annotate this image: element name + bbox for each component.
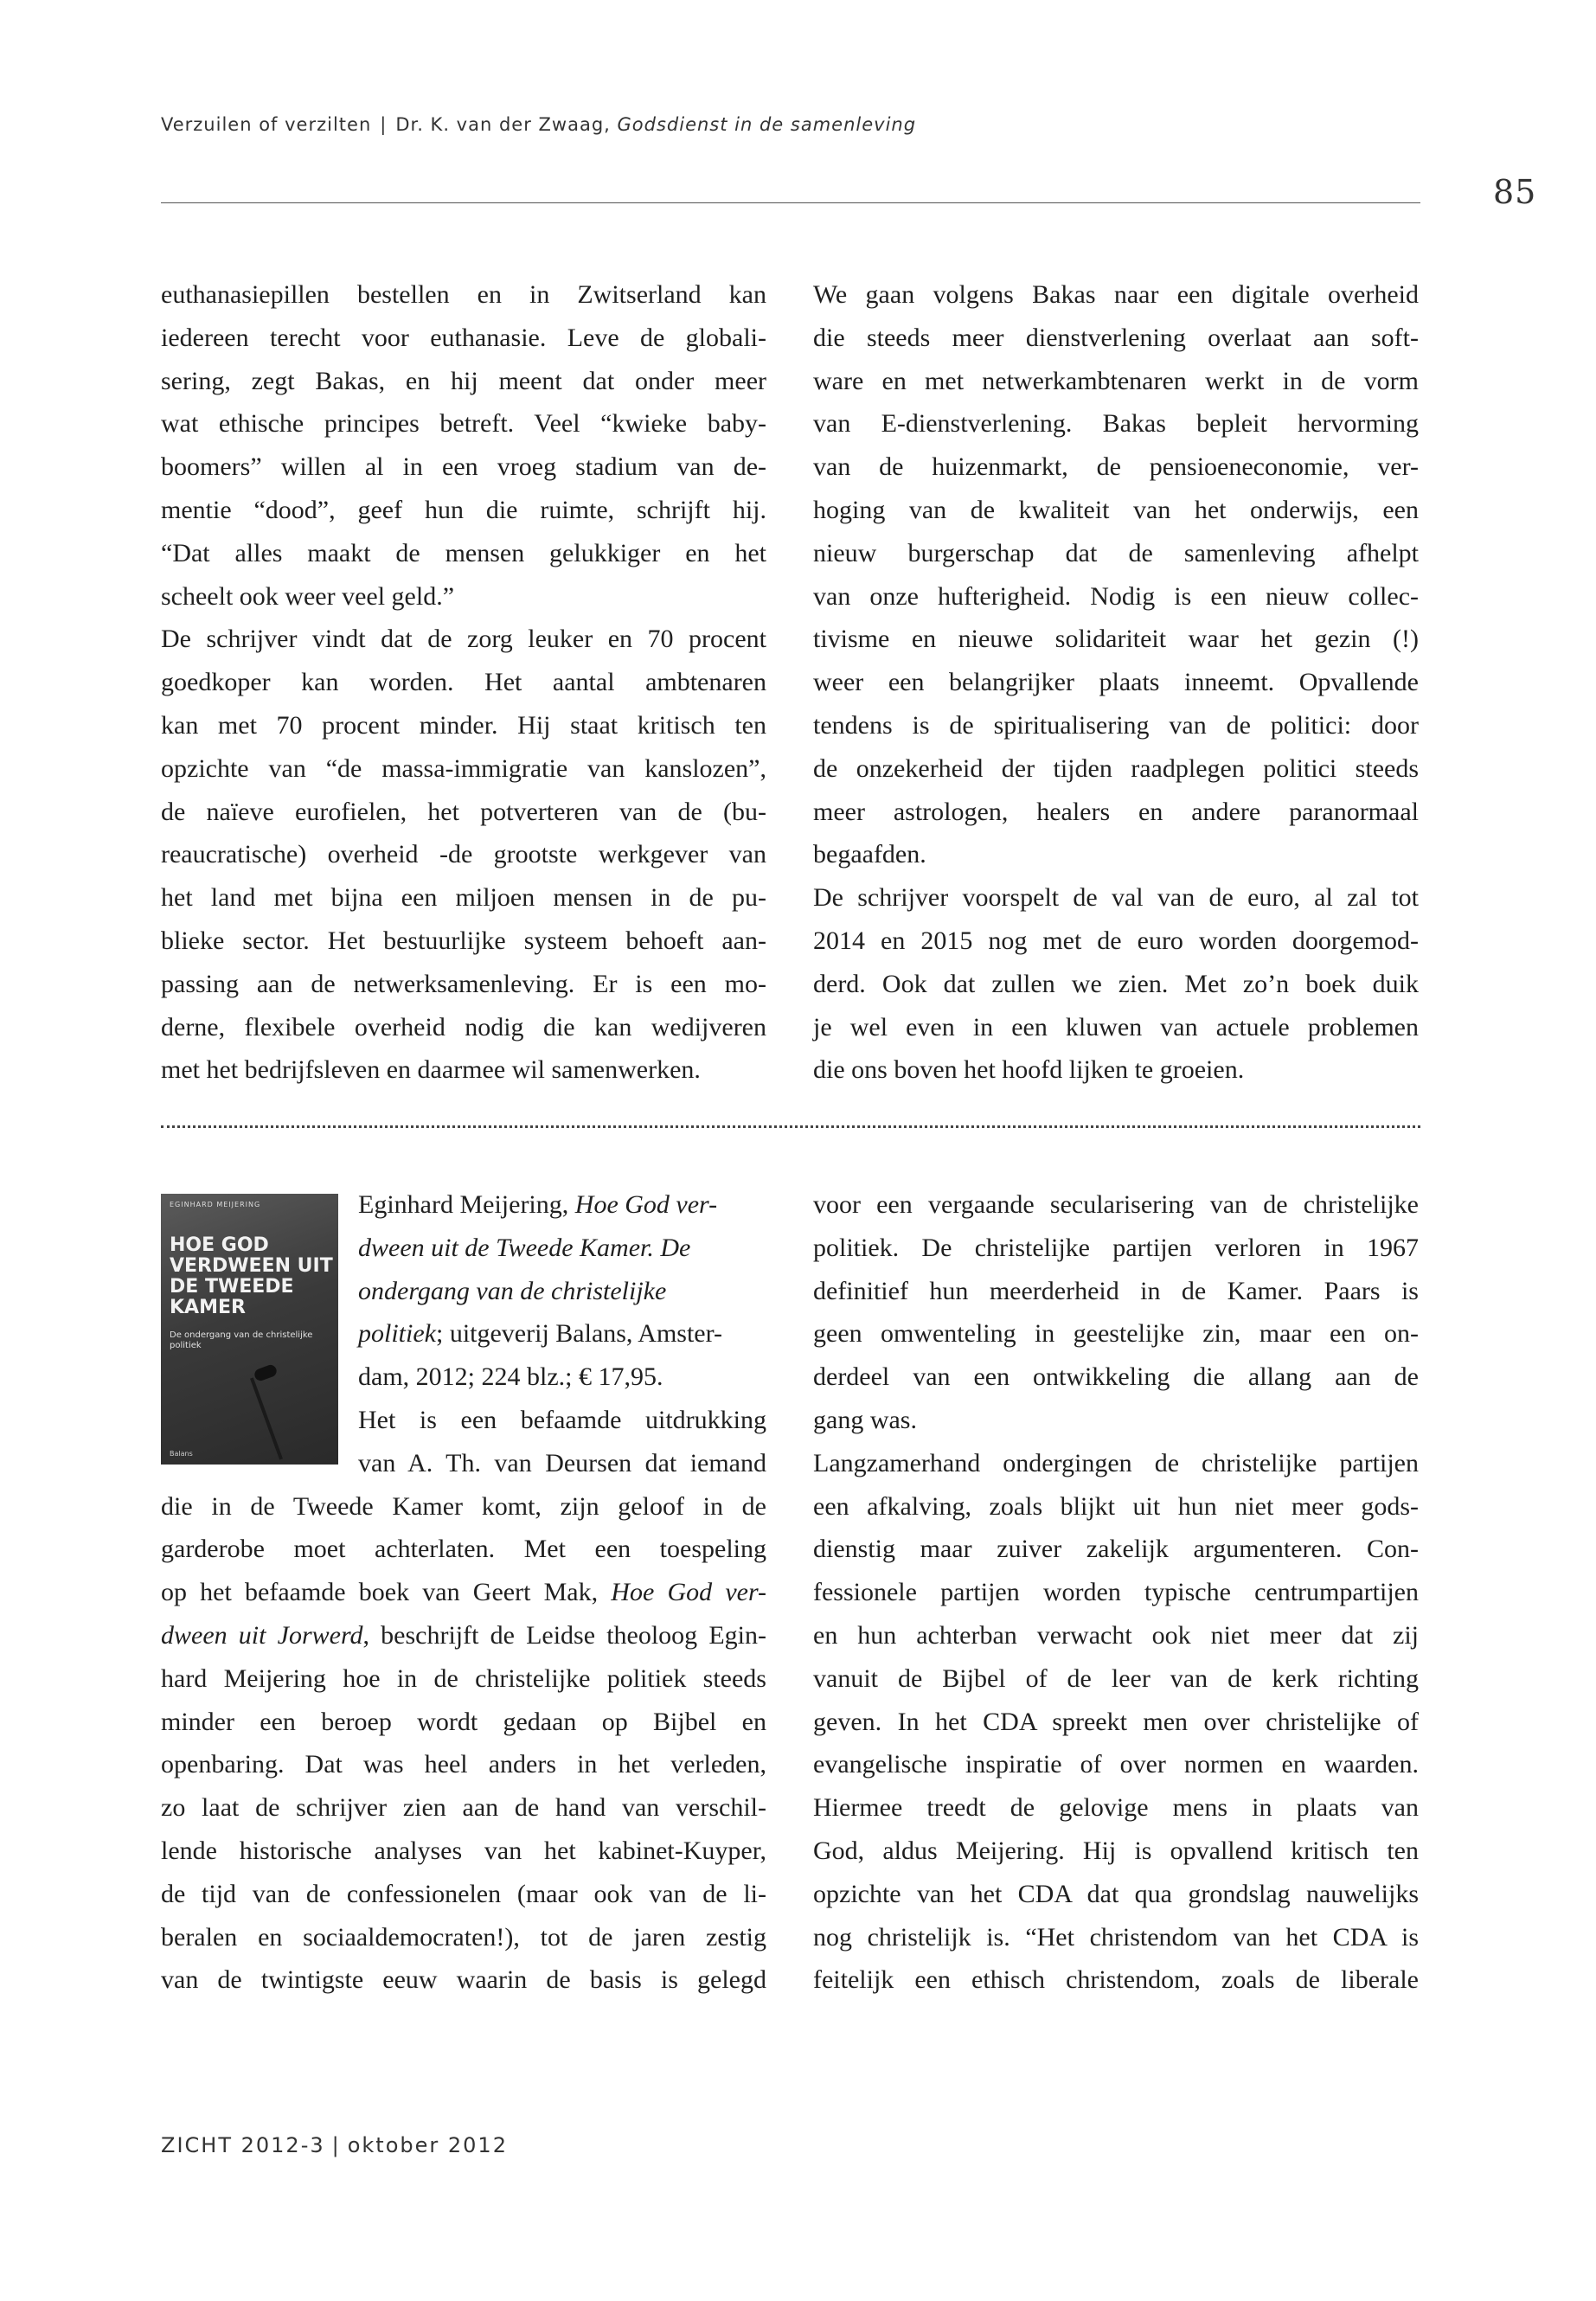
text-line: op het befaamde boek van Geert Mak, Hoe God ver- [161,1578,767,1607]
text-line: beralen en sociaaldemocraten!), tot de jaren zestig [161,1922,766,1952]
review-book-title: Hoe God ver- [574,1190,718,1219]
text-line: de tijd van de confessionelen (maar ook van de li- [161,1879,766,1908]
text-line: wat ethische principes betreft. Veel “kwieke baby- [161,409,766,439]
running-head-separator: | [380,114,388,135]
text-line: mentie “dood”, geef hun die ruimte, schrijft hij. [161,495,766,524]
text-line: Langzamerhand ondergingen de christelijke partijen [813,1448,1419,1477]
page-number: 85 [1493,173,1537,211]
text-line: derne, flexibele overheid nodig die kan wedijveren [161,1012,766,1042]
text-line: kan met 70 procent minder. Hij staat kritisch ten [161,710,766,740]
text-line: nog christelijk is. “Het christendom van het CDA is [813,1922,1419,1952]
text-line: opzichte van “de massa-immigratie van kanslozen”, [161,753,766,783]
text-line: tivisme en nieuwe solidariteit waar het gezin (!) [813,625,1419,654]
text-line: We gaan volgens Bakas naar een digitale overheid [813,280,1419,309]
text-line: je wel even in een kluwen van actuele problemen [813,1012,1419,1042]
text-line: politiek. De christelijke partijen verloren in 1967 [813,1233,1419,1262]
text-line: tendens is de spiritualisering van de politici: door [813,710,1419,740]
book-cover-author: EGINHARD MEIJERING [170,1201,261,1208]
text-line: een afkalving, zoals blijkt uit hun niet meer gods- [813,1491,1419,1521]
footer-separator: | [331,2133,341,2157]
footer-journal: ZICHT 2012-3 [161,2133,325,2157]
text-line: derdeel van een ontwikkeling die allang aan de [813,1362,1419,1392]
text-line: van A. Th. van Deursen dat iemand [358,1448,766,1477]
text-line: van de huizenmarkt, de pensioeneconomie, ver- [813,452,1419,482]
text-line: goedkoper kan worden. Het aantal ambtenaren [161,668,766,697]
text-line: lende historische analyses van het kabinet-Kuyper, [161,1836,766,1865]
text-line: opzichte van het CDA dat qua grondslag nauwelijks [813,1879,1419,1908]
review-column-left [161,1183,766,2002]
text-line: van de twintigste eeuw waarin de basis is gelegd [161,1965,766,1995]
text-line: minder een beroep wordt gedaan op Bijbel en [161,1707,766,1736]
text-line: het land met bijna een miljoen mensen in de pu- [161,883,766,913]
text-line: fessionele partijen worden typische centrumpartijen [813,1578,1419,1607]
text-line: gang was. [813,1405,917,1434]
text-line: en hun achterban verwacht ook niet meer dat zij [813,1620,1419,1650]
text-line: zo laat de schrijver zien aan de hand van verschil- [161,1793,766,1823]
text-line: meer astrologen, healers en andere paranormaal [813,797,1419,826]
text-line: iedereen terecht voor euthanasie. Leve de globali- [161,323,766,352]
text-line: De schrijver voorspelt de val van de euro, al zal tot [813,883,1419,913]
running-head-section: Verzuilen of verzilten [161,114,372,135]
text-line: van E-dienstverlening. Bakas bepleit hervorming [813,409,1419,439]
text-line: feitelijk een ethisch christendom, zoals de liberale [813,1965,1419,1995]
text-line: passing aan de netwerksamenleving. Er is een mo- [161,969,766,998]
review-citation-line: politiek; uitgeverij Balans, Amster- [358,1319,722,1349]
text-line: die in de Tweede Kamer komt, zijn geloof in de [161,1491,766,1521]
text-line: van onze hufterigheid. Nodig is een nieuw collec- [813,581,1419,611]
text-line: euthanasiepillen bestellen en in Zwitserland kan [161,280,766,309]
text-line: derd. Ook dat zullen we zien. Met zo’n boek duik [813,969,1419,998]
running-head [161,114,916,135]
text-line: dienstig maar zuiver zakelijk argumenteren. Con- [813,1535,1419,1564]
text-line: boomers” willen al in een vroeg stadium van de- [161,452,766,482]
text-line: De schrijver vindt dat de zorg leuker en 70 procent [161,625,766,654]
text-line: God, aldus Meijering. Hij is opvallend kritisch ten [813,1836,1419,1865]
text-line: definitief hun meerderheid in de Kamer. Paars is [813,1276,1419,1305]
review-book-author: Eginhard Meijering, [358,1190,569,1219]
text-line: geven. In het CDA spreekt men over christelijke of [813,1707,1419,1736]
text-line: 2014 en 2015 nog met de euro worden doorgemod- [813,926,1419,955]
section-divider [161,1125,1420,1128]
page-footer [161,2133,508,2157]
review-citation-line: dam, 2012; 224 blz.; € 17,95. [358,1362,663,1392]
text-line: sering, zegt Bakas, en hij meent dat onder meer [161,366,766,395]
review-citation-line: dween uit de Tweede Kamer. De [358,1233,691,1262]
footer-date: oktober 2012 [347,2133,508,2157]
review-citation-line [161,1183,766,1227]
text-line: nieuw burgerschap dat de samenleving afhelpt [813,538,1419,567]
text-line: geen omwenteling in geestelijke zin, maar een on- [813,1319,1419,1349]
text-line: evangelische inspiratie of over normen en waarden. [813,1750,1419,1779]
book-cover-publisher: Balans [170,1450,193,1458]
text-line: de onzekerheid der tijden raadplegen politici steeds [813,753,1419,783]
text-line: reaucratische) overheid -de grootste werkgever van [161,840,766,869]
header-rule [161,202,1420,203]
text-line: Hiermee treedt de gelovige mens in plaats van [813,1793,1419,1823]
running-head-author: Dr. K. van der Zwaag, [395,114,611,135]
text-line: hoging van de kwaliteit van het onderwijs, een [813,495,1419,524]
text-line: “Dat alles maakt de mensen gelukkiger en het [161,538,766,567]
text-line: met het bedrijfsleven en daarmee wil samenwerken. [161,1055,701,1085]
book-cover-subtitle: De ondergang van de christelijke politiek [170,1330,313,1350]
text-line: begaafden. [813,840,926,869]
text-line: de naïeve eurofielen, het potverteren van de (bu- [161,797,766,826]
text-line: openbaring. Dat was heel anders in het verleden, [161,1750,766,1779]
text-line: Het is een befaamde uitdrukking [358,1405,766,1434]
text-line: ware en met netwerkambtenaren werkt in de vorm [813,366,1419,395]
review-column-right [813,1183,1419,2002]
text-line: blieke sector. Het bestuurlijke systeem behoeft aan- [161,926,766,955]
text-line: dween uit Jorwerd, beschrijft de Leidse theoloog Egin- [161,1620,766,1650]
text-line: die ons boven het hoofd lijken te groeien. [813,1055,1245,1085]
text-line: voor een vergaande secularisering van de christelijke [813,1190,1419,1219]
running-head-book-title: Godsdienst in de samenleving [617,114,917,135]
text-line: die steeds meer dienstverlening overlaat aan soft- [813,323,1419,352]
mak-book-title: Hoe God ver- [611,1578,767,1607]
text-line: weer een belangrijker plaats inneemt. Opvallende [813,668,1419,697]
article-column-left [161,273,766,1092]
text-line: vanuit de Bijbel of de leer van de kerk richting [813,1663,1419,1693]
book-cover-title: HOE GOD VERDWEEN UIT DE TWEEDE KAMER [170,1234,333,1318]
text-line: hard Meijering hoe in de christelijke politiek steeds [161,1663,766,1693]
text-line: scheelt ook weer veel geld.” [161,581,455,611]
text-line: garderobe moet achterlaten. Met een toespeling [161,1535,766,1564]
review-citation-line: ondergang van de christelijke [358,1276,667,1305]
article-column-right [813,273,1419,1092]
